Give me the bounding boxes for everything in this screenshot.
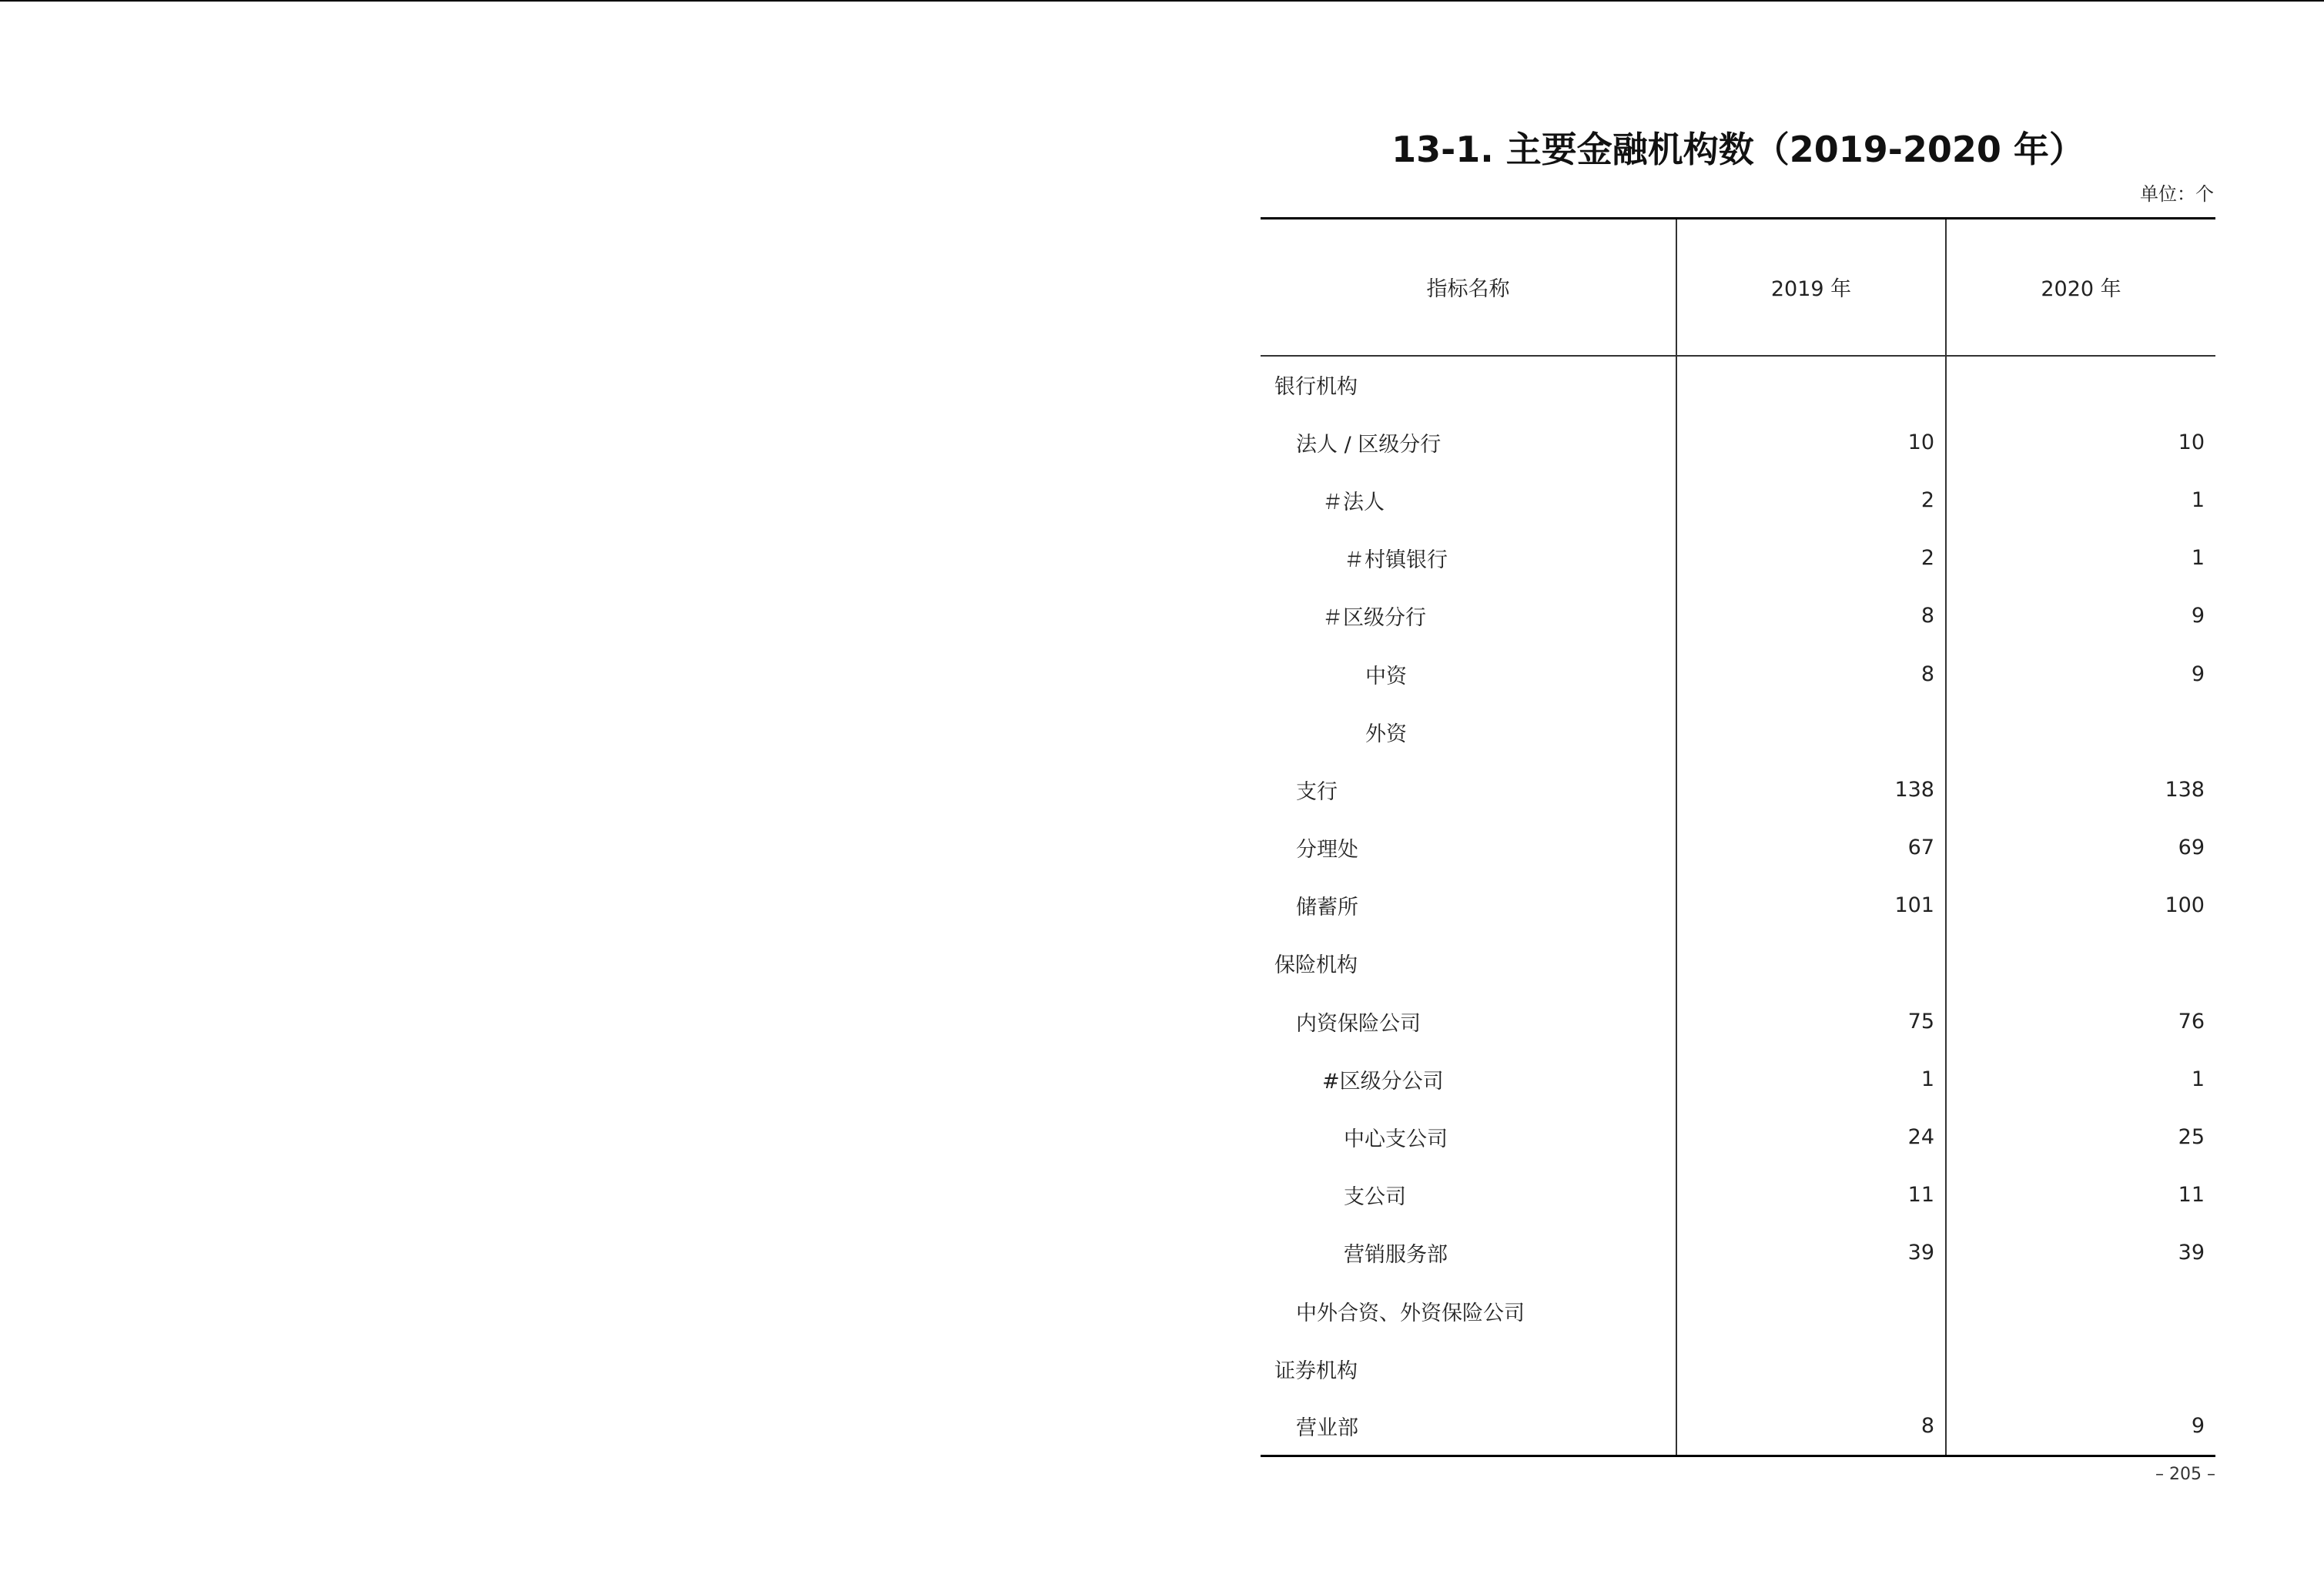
row-indicator-name: 储蓄所	[1296, 896, 1358, 920]
table-row	[1261, 703, 2215, 761]
row-indicator-name: 保险机构	[1274, 953, 1358, 978]
header-year-2019: 2019 年	[1676, 219, 1946, 356]
row-value-2019	[1676, 356, 1946, 414]
row-value-2019: 75	[1676, 993, 1946, 1050]
table-row	[1261, 587, 2215, 645]
row-indicator-name: 证券机构	[1274, 1359, 1358, 1383]
header-indicator-name: 指标名称	[1261, 219, 1676, 356]
table-row	[1261, 1282, 2215, 1340]
row-indicator-name: #区级分公司	[1322, 1069, 1444, 1094]
row-value-2019: 10	[1676, 414, 1946, 471]
table-row	[1261, 1108, 2215, 1166]
row-value-2020	[1946, 934, 2215, 992]
row-value-2019: 138	[1676, 761, 1946, 819]
unit-label: 单位：个	[2140, 183, 2214, 205]
row-value-2020: 69	[1946, 819, 2215, 876]
row-indicator-name: 中心支公司	[1344, 1127, 1448, 1152]
header-row	[1261, 219, 2215, 356]
row-value-2020: 1	[1946, 471, 2215, 529]
row-value-2019: 8	[1676, 1398, 1946, 1456]
table-row	[1261, 819, 2215, 876]
table-row	[1261, 1166, 2215, 1224]
row-indicator-name: 银行机构	[1274, 375, 1358, 400]
row-indicator-name: 中资	[1365, 664, 1407, 688]
table-row	[1261, 876, 2215, 934]
row-value-2020	[1946, 1282, 2215, 1340]
row-value-2019: 24	[1676, 1108, 1946, 1166]
row-value-2020: 25	[1946, 1108, 2215, 1166]
table-header	[1261, 219, 2215, 356]
row-value-2019: 11	[1676, 1166, 1946, 1224]
table-row	[1261, 761, 2215, 819]
row-value-2019	[1676, 1282, 1946, 1340]
row-value-2019: 101	[1676, 876, 1946, 934]
row-indicator-name: 营业部	[1261, 1398, 1676, 1456]
row-indicator-name: ＃法人	[1322, 490, 1385, 514]
row-value-2020	[1946, 1340, 2215, 1398]
row-value-2019: 2	[1676, 529, 1946, 587]
row-value-2020: 39	[1946, 1224, 2215, 1281]
table-row	[1261, 645, 2215, 702]
row-indicator-name: 营销服务部	[1344, 1243, 1448, 1268]
row-value-2020: 9	[1946, 645, 2215, 702]
header-year-2020: 2020 年	[1946, 219, 2215, 356]
row-value-2020	[1946, 703, 2215, 761]
institutions-table	[1261, 217, 2215, 1457]
row-value-2019: 67	[1676, 819, 1946, 876]
row-value-2020: 76	[1946, 993, 2215, 1050]
row-value-2019	[1676, 934, 1946, 992]
table-row	[1261, 1224, 2215, 1281]
row-value-2019	[1676, 1340, 1946, 1398]
row-value-2019: 8	[1676, 645, 1946, 702]
page-number: – 205 –	[2155, 1465, 2215, 1484]
table-row	[1261, 993, 2215, 1050]
row-indicator-name: 支公司	[1344, 1185, 1406, 1210]
row-value-2020: 100	[1946, 876, 2215, 934]
row-value-2019: 2	[1676, 471, 1946, 529]
table-row	[1261, 356, 2215, 414]
row-value-2020	[1946, 356, 2215, 414]
row-value-2019: 1	[1676, 1050, 1946, 1108]
row-value-2019: 8	[1676, 587, 1946, 645]
table-row	[1261, 1340, 2215, 1398]
row-indicator-name: ＃区级分行	[1322, 606, 1426, 631]
row-value-2020: 10	[1946, 414, 2215, 471]
table-row	[1261, 471, 2215, 529]
table-row	[1261, 414, 2215, 471]
row-value-2020: 138	[1946, 761, 2215, 819]
table-row	[1261, 1398, 2215, 1456]
row-indicator-name: 内资保险公司	[1296, 1011, 1421, 1036]
row-indicator-name: ＃村镇银行	[1344, 548, 1448, 573]
row-value-2020: 11	[1946, 1166, 2215, 1224]
row-value-2020: 1	[1946, 529, 2215, 587]
row-indicator-name: 分理处	[1296, 838, 1358, 863]
table-row	[1261, 529, 2215, 587]
row-indicator-name: 法人 / 区级分行	[1296, 432, 1442, 457]
page-title: 13-1. 主要金融机构数（2019-2020 年）	[1391, 129, 2085, 170]
row-value-2020: 9	[1946, 587, 2215, 645]
page-top-border	[0, 0, 2324, 2]
row-value-2019: 39	[1676, 1224, 1946, 1281]
table-body	[1261, 356, 2215, 1456]
table-row	[1261, 1050, 2215, 1108]
row-value-2020: 9	[1946, 1398, 2215, 1456]
row-indicator-name: 支行	[1296, 779, 1338, 804]
row-value-2020: 1	[1946, 1050, 2215, 1108]
row-indicator-name: 外资	[1365, 722, 1407, 746]
table-row	[1261, 934, 2215, 992]
row-value-2019	[1676, 703, 1946, 761]
row-indicator-name: 中外合资、外资保险公司	[1296, 1301, 1525, 1325]
